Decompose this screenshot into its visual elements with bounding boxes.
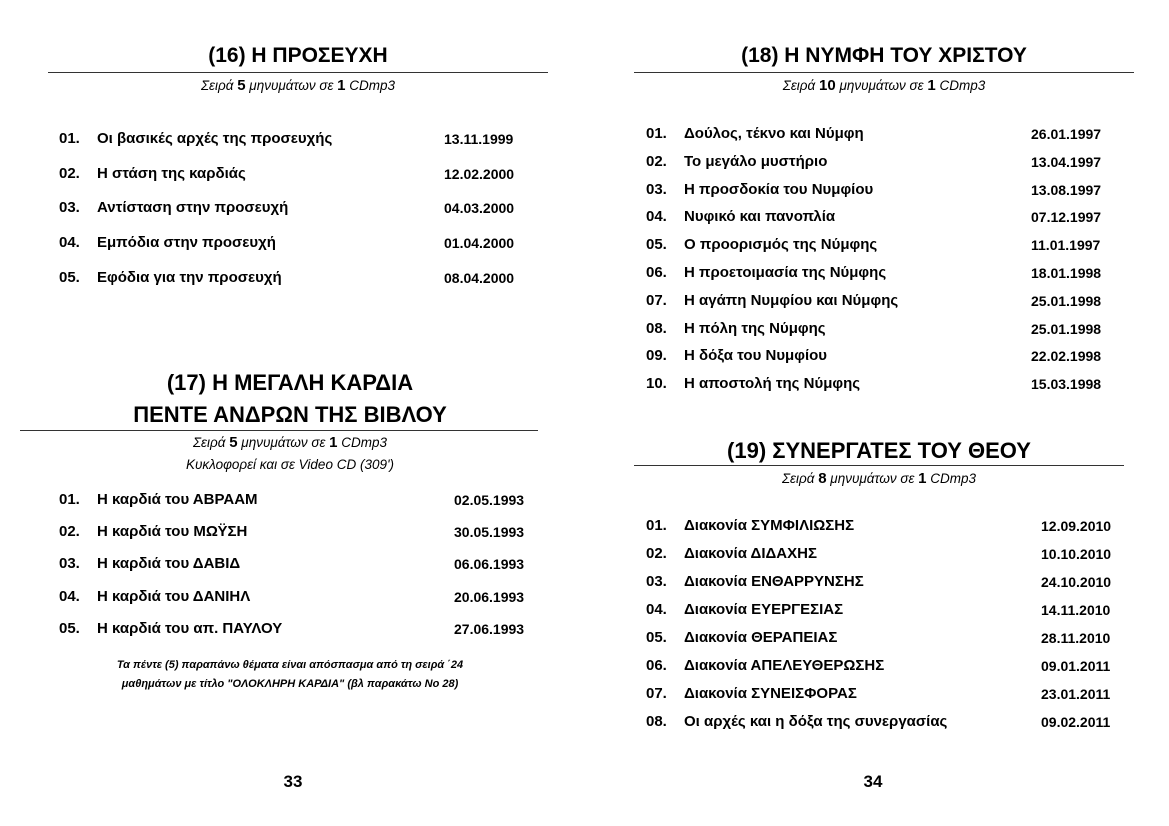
item-number: 03. xyxy=(59,555,80,573)
item-number: 04. xyxy=(59,587,80,605)
item-number: 02. xyxy=(646,545,667,562)
list-item xyxy=(646,347,1121,367)
item-number: 04. xyxy=(59,234,80,252)
list-item xyxy=(646,208,1121,228)
list-item xyxy=(646,292,1121,312)
footnote-line-1: Τα πέντε (5) παραπάνω θέματα είναι απόσπασμα από τη σειρά ΄24 xyxy=(116,659,464,671)
list-item xyxy=(646,320,1121,340)
item-date: 04.03.2000 xyxy=(444,200,515,217)
item-date: 02.05.1993 xyxy=(454,492,525,508)
series-prefix: Σειρά xyxy=(200,78,234,93)
list-item xyxy=(646,236,1121,256)
section-16-series-info xyxy=(48,77,548,94)
item-date: 10.10.2010 xyxy=(1041,546,1112,562)
series-count: 10 xyxy=(819,77,836,94)
item-title: Διακονία ΑΠΕΛΕΥΘΕΡΩΣΗΣ xyxy=(684,657,885,674)
list-item xyxy=(646,685,1131,705)
item-number: 08. xyxy=(646,713,667,730)
page-number-left: 33 xyxy=(283,772,303,791)
item-title: Εμπόδια στην προσευχή xyxy=(97,234,276,252)
list-item xyxy=(59,165,534,185)
list-item xyxy=(59,199,534,219)
item-number: 04. xyxy=(646,601,667,618)
item-number: 01. xyxy=(59,491,80,508)
series-mid: μηνυμάτων σε xyxy=(249,78,334,93)
item-date: 09.02.2011 xyxy=(1041,714,1111,730)
list-item xyxy=(59,555,544,575)
list-item xyxy=(646,517,1131,537)
list-item xyxy=(646,601,1131,621)
list-item xyxy=(646,153,1121,173)
item-date: 06.06.1993 xyxy=(454,556,525,573)
list-item xyxy=(646,545,1131,565)
item-number: 07. xyxy=(646,291,667,309)
item-date: 01.04.2000 xyxy=(444,235,515,252)
item-number: 05. xyxy=(646,236,667,254)
item-number: 07. xyxy=(646,685,667,702)
item-date: 13.11.1999 xyxy=(444,131,514,147)
item-number: 03. xyxy=(646,573,667,590)
list-item xyxy=(646,713,1131,733)
item-date: 09.01.2011 xyxy=(1041,658,1111,674)
item-date: 15.03.1998 xyxy=(1031,376,1102,393)
item-date: 11.01.1997 xyxy=(1031,237,1101,254)
item-date: 20.06.1993 xyxy=(454,588,525,605)
item-title: Η δόξα του Νυμφίου xyxy=(684,347,828,365)
item-date: 23.01.2011 xyxy=(1041,686,1111,702)
item-number: 08. xyxy=(646,319,667,337)
section-16-title: (16) Η ΠΡΟΣΕΥΧΗ xyxy=(208,44,388,67)
series-suffix: CDmp3 xyxy=(930,471,977,486)
series-count: 5 xyxy=(237,77,246,94)
item-number: 05. xyxy=(59,268,80,286)
series-count: 5 xyxy=(229,434,238,451)
series-cd-count: 1 xyxy=(927,77,936,94)
item-date: 08.04.2000 xyxy=(444,269,515,286)
list-item xyxy=(646,573,1131,593)
item-number: 05. xyxy=(59,619,80,637)
list-item xyxy=(59,588,544,608)
item-date: 14.11.2010 xyxy=(1041,602,1111,618)
series-prefix: Σειρά xyxy=(782,78,816,93)
item-title: Η καρδιά του ΑΒΡΑΑΜ xyxy=(97,491,258,508)
series-cd-count: 1 xyxy=(329,434,338,451)
section-18-title: (18) Η ΝΥΜΦΗ ΤΟΥ ΧΡΙΣΤΟΥ xyxy=(741,44,1027,67)
section-16-rule xyxy=(48,72,548,73)
list-item xyxy=(646,264,1121,284)
item-number: 05. xyxy=(646,629,667,646)
item-date: 24.10.2010 xyxy=(1041,574,1112,590)
section-17-footnote xyxy=(40,656,540,694)
section-17-title-line1: (17) Η ΜΕΓΑΛΗ ΚΑΡΔΙΑ xyxy=(166,370,414,395)
series-mid: μηνυμάτων σε xyxy=(839,78,924,93)
section-19-title: (19) ΣΥΝΕΡΓΑΤΕΣ ΤΟΥ ΘΕΟΥ xyxy=(727,438,1031,463)
section-17-title-line2: ΠΕΝΤΕ ΑΝΔΡΩΝ ΤΗΣ ΒΙΒΛΟΥ xyxy=(133,402,447,427)
item-number: 10. xyxy=(646,375,667,393)
list-item xyxy=(646,125,1121,145)
list-item xyxy=(59,523,544,543)
item-number: 02. xyxy=(646,152,667,170)
item-title: Η καρδιά του ΔΑΒΙΔ xyxy=(97,555,241,573)
item-title: Διακονία ΔΙΔΑΧΗΣ xyxy=(684,545,817,562)
item-number: 01. xyxy=(646,517,667,534)
series-suffix: CDmp3 xyxy=(341,435,388,450)
item-title: Το μεγάλο μυστήριο xyxy=(684,152,828,170)
item-title: Διακονία ΕΝΘΑΡΡΥΝΣΗΣ xyxy=(684,573,864,590)
item-number: 01. xyxy=(646,125,667,142)
item-title: Διακονία ΘΕΡΑΠΕΙΑΣ xyxy=(684,629,838,646)
item-title: Η στάση της καρδιάς xyxy=(97,164,246,182)
series-suffix: CDmp3 xyxy=(939,78,986,93)
series-prefix: Σειρά xyxy=(781,471,815,486)
series-mid: μηνυμάτων σε xyxy=(830,471,915,486)
section-18-rule xyxy=(634,72,1134,73)
list-item xyxy=(59,234,534,254)
list-item xyxy=(646,657,1131,677)
item-number: 09. xyxy=(646,347,667,365)
series-cd-count: 1 xyxy=(337,77,346,94)
item-date: 22.02.1998 xyxy=(1031,348,1102,365)
series-count: 8 xyxy=(818,470,827,487)
section-19-series-info xyxy=(634,470,1124,487)
item-date: 13.04.1997 xyxy=(1031,153,1102,170)
item-number: 02. xyxy=(59,523,80,541)
list-item xyxy=(646,375,1121,395)
item-date: 07.12.1997 xyxy=(1031,209,1102,226)
item-number: 01. xyxy=(59,130,80,147)
item-title: Οι αρχές και η δόξα της συνεργασίας xyxy=(684,713,948,730)
series-suffix: CDmp3 xyxy=(349,78,396,93)
list-item xyxy=(646,181,1121,201)
section-17-rule xyxy=(20,430,538,431)
item-title: Δούλος, τέκνο και Νύμφη xyxy=(684,125,864,142)
item-title: Η καρδιά του ΔΑΝΙΗΛ xyxy=(97,587,251,605)
footnote-line-2: μαθημάτων με τίτλο "ΟΛΟΚΛΗΡΗ ΚΑΡΔΙΑ" (βλ παρακάτω Νο 28) xyxy=(121,678,459,690)
item-date: 30.05.1993 xyxy=(454,524,525,541)
series-mid: μηνυμάτων σε xyxy=(241,435,326,450)
item-title: Η πόλη της Νύμφης xyxy=(684,319,826,337)
item-number: 03. xyxy=(646,180,667,198)
list-item xyxy=(59,269,534,289)
section-19-rule xyxy=(634,465,1124,466)
item-date: 27.06.1993 xyxy=(454,620,525,637)
item-date: 12.09.2010 xyxy=(1041,518,1112,534)
item-number: 03. xyxy=(59,199,80,217)
item-number: 06. xyxy=(646,657,667,674)
item-number: 06. xyxy=(646,264,667,281)
series-prefix: Σειρά xyxy=(192,435,226,450)
item-date: 28.11.2010 xyxy=(1041,630,1111,646)
item-title: Εφόδια για την προσευχή xyxy=(97,268,282,286)
item-date: 12.02.2000 xyxy=(444,165,515,182)
item-title: Διακονία ΕΥΕΡΓΕΣΙΑΣ xyxy=(684,601,844,618)
item-title: Η προετοιμασία της Νύμφης xyxy=(684,264,887,281)
item-title: Η καρδιά του απ. ΠΑΥΛΟΥ xyxy=(97,619,283,637)
item-title: Η προσδοκία του Νυμφίου xyxy=(684,180,874,198)
list-item xyxy=(59,130,534,150)
item-date: 18.01.1998 xyxy=(1031,265,1102,281)
series-cd-count: 1 xyxy=(918,470,927,487)
item-date: 25.01.1998 xyxy=(1031,320,1102,337)
list-item xyxy=(59,620,544,640)
list-item xyxy=(59,491,544,511)
list-item xyxy=(646,629,1131,649)
item-title: Αντίσταση στην προσευχή xyxy=(97,199,289,217)
item-title: Η αποστολή της Νύμφης xyxy=(684,375,861,393)
item-date: 13.08.1997 xyxy=(1031,181,1102,198)
item-title: Οι βασικές αρχές της προσευχής xyxy=(97,130,333,147)
item-date: 25.01.1998 xyxy=(1031,292,1102,309)
section-17-video-note: Κυκλοφορεί και σε Video CD (309') xyxy=(185,457,395,472)
item-title: Ο προορισμός της Νύμφης xyxy=(684,236,878,254)
item-number: 04. xyxy=(646,208,667,226)
item-title: Η καρδιά του ΜΩΫΣΗ xyxy=(97,523,248,541)
item-number: 02. xyxy=(59,164,80,182)
item-title: Διακονία ΣΥΝΕΙΣΦΟΡΑΣ xyxy=(684,685,857,702)
item-title: Νυφικό και πανοπλία xyxy=(684,208,836,226)
item-date: 26.01.1997 xyxy=(1031,126,1102,142)
section-18-series-info xyxy=(634,77,1134,94)
page-number-right: 34 xyxy=(863,772,883,791)
item-title: Διακονία ΣΥΜΦΙΛΙΩΣΗΣ xyxy=(684,517,855,534)
section-17-series-info xyxy=(20,434,560,451)
item-title: Η αγάπη Νυμφίου και Νύμφης xyxy=(684,291,899,309)
